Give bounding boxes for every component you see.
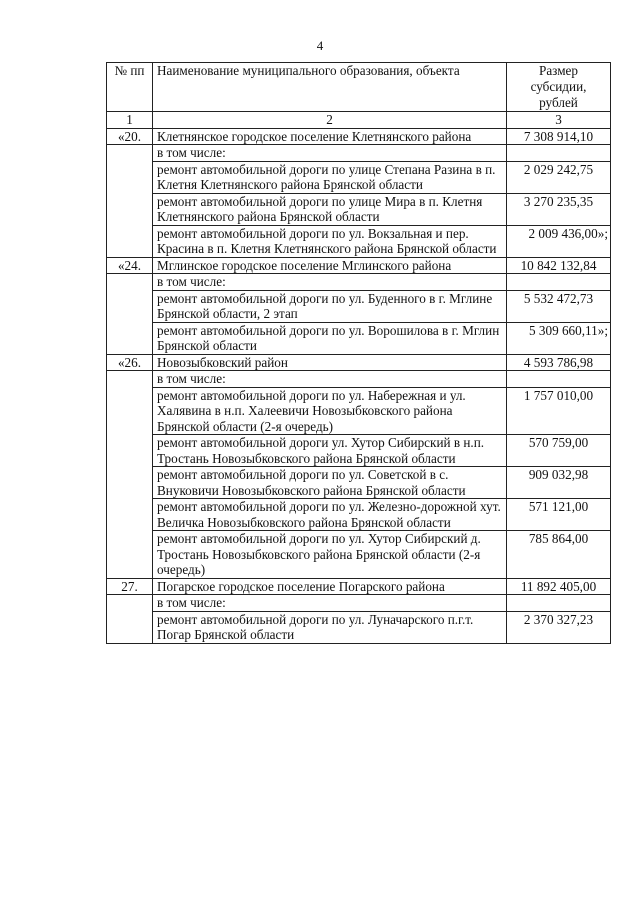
table-row (107, 387, 611, 435)
table-row (107, 611, 611, 643)
row-number: «24. (107, 257, 153, 274)
row-amount: 7 308 914,10 (507, 128, 611, 145)
row-name: в том числе: (153, 145, 507, 162)
index-3: 3 (507, 112, 611, 129)
row-name: ремонт автомобильной дороги по ул. Вокзальная и пер. Красина в п. Клетня Клетнянского района Брянской области (153, 225, 507, 257)
table-row (107, 225, 611, 257)
row-name: в том числе: (153, 371, 507, 388)
table-row (107, 435, 611, 467)
row-amount: 10 842 132,84 (507, 257, 611, 274)
row-amount (507, 371, 611, 388)
row-name: ремонт автомобильной дороги по ул. Хутор Сибирский д. Тростань Новозыбковского района Брянской области (2-я очередь) (153, 531, 507, 579)
row-number (107, 145, 153, 258)
row-name: ремонт автомобильной дороги по ул. Луначарского п.г.т. Погар Брянской области (153, 611, 507, 643)
row-name: ремонт автомобильной дороги ул. Хутор Сибирский в н.п. Тростань Новозыбковского района Брянской области (153, 435, 507, 467)
row-amount: 2 029 242,75 (507, 161, 611, 193)
row-number: «20. (107, 128, 153, 145)
column-index-row (107, 112, 611, 129)
row-amount: 909 032,98 (507, 467, 611, 499)
row-amount: 4 593 786,98 (507, 354, 611, 371)
row-name: в том числе: (153, 274, 507, 291)
table-row (107, 467, 611, 499)
row-amount: 2 370 327,23 (507, 611, 611, 643)
row-name: ремонт автомобильной дороги по ул. Советской в с. Внуковичи Новозыбковского района Брянской области (153, 467, 507, 499)
row-name: в том числе: (153, 595, 507, 612)
row-number (107, 595, 153, 644)
table-row (107, 161, 611, 193)
row-amount (507, 595, 611, 612)
row-name: ремонт автомобильной дороги по ул. Буденного в г. Мглине Брянской области, 2 этап (153, 290, 507, 322)
table-row (107, 290, 611, 322)
table-row (107, 578, 611, 595)
table-row (107, 354, 611, 371)
table-row (107, 274, 611, 291)
row-amount: 5 309 660,11»; (507, 322, 611, 354)
row-name: Новозыбковский район (153, 354, 507, 371)
table-header-row (107, 63, 611, 112)
row-name: ремонт автомобильной дороги по улице Мира в п. Клетня Клетнянского района Брянской области (153, 193, 507, 225)
row-name: ремонт автомобильной дороги по ул. Железно-дорожной хут. Величка Новозыбковского района Брянской области (153, 499, 507, 531)
row-amount: 2 009 436,00»; (507, 225, 611, 257)
row-name: Мглинское городское поселение Мглинского района (153, 257, 507, 274)
row-name: ремонт автомобильной дороги по ул. Набережная и ул. Халявина в н.п. Халеевичи Новозыбковского района Брянской области (2-я очередь) (153, 387, 507, 435)
row-number (107, 371, 153, 579)
page-number: 4 (316, 38, 324, 53)
index-2: 2 (153, 112, 507, 129)
row-amount: 785 864,00 (507, 531, 611, 579)
row-amount: 1 757 010,00 (507, 387, 611, 435)
row-name: Погарское городское поселение Погарского района (153, 578, 507, 595)
table-row (107, 193, 611, 225)
header-number: № пп (107, 63, 153, 112)
row-number (107, 274, 153, 355)
row-amount: 570 759,00 (507, 435, 611, 467)
table-row (107, 371, 611, 388)
row-name: ремонт автомобильной дороги по ул. Ворошилова в г. Мглин Брянской области (153, 322, 507, 354)
header-name: Наименование муниципального образования, объекта (153, 63, 507, 112)
row-amount: 11 892 405,00 (507, 578, 611, 595)
table-row (107, 499, 611, 531)
row-name: ремонт автомобильной дороги по улице Степана Разина в п. Клетня Клетнянского района Брянской области (153, 161, 507, 193)
row-amount: 3 270 235,35 (507, 193, 611, 225)
subsidy-table (106, 62, 611, 644)
table-row (107, 128, 611, 145)
row-amount: 5 532 472,73 (507, 290, 611, 322)
row-amount (507, 274, 611, 291)
table-row (107, 531, 611, 579)
row-amount: 571 121,00 (507, 499, 611, 531)
index-1: 1 (107, 112, 153, 129)
table-row (107, 595, 611, 612)
header-amount: Размер субсидии, рублей (507, 63, 611, 112)
table-row (107, 257, 611, 274)
row-amount (507, 145, 611, 162)
table-row (107, 322, 611, 354)
row-number: «26. (107, 354, 153, 371)
row-number: 27. (107, 578, 153, 595)
row-name: Клетнянское городское поселение Клетнянского района (153, 128, 507, 145)
table-row (107, 145, 611, 162)
